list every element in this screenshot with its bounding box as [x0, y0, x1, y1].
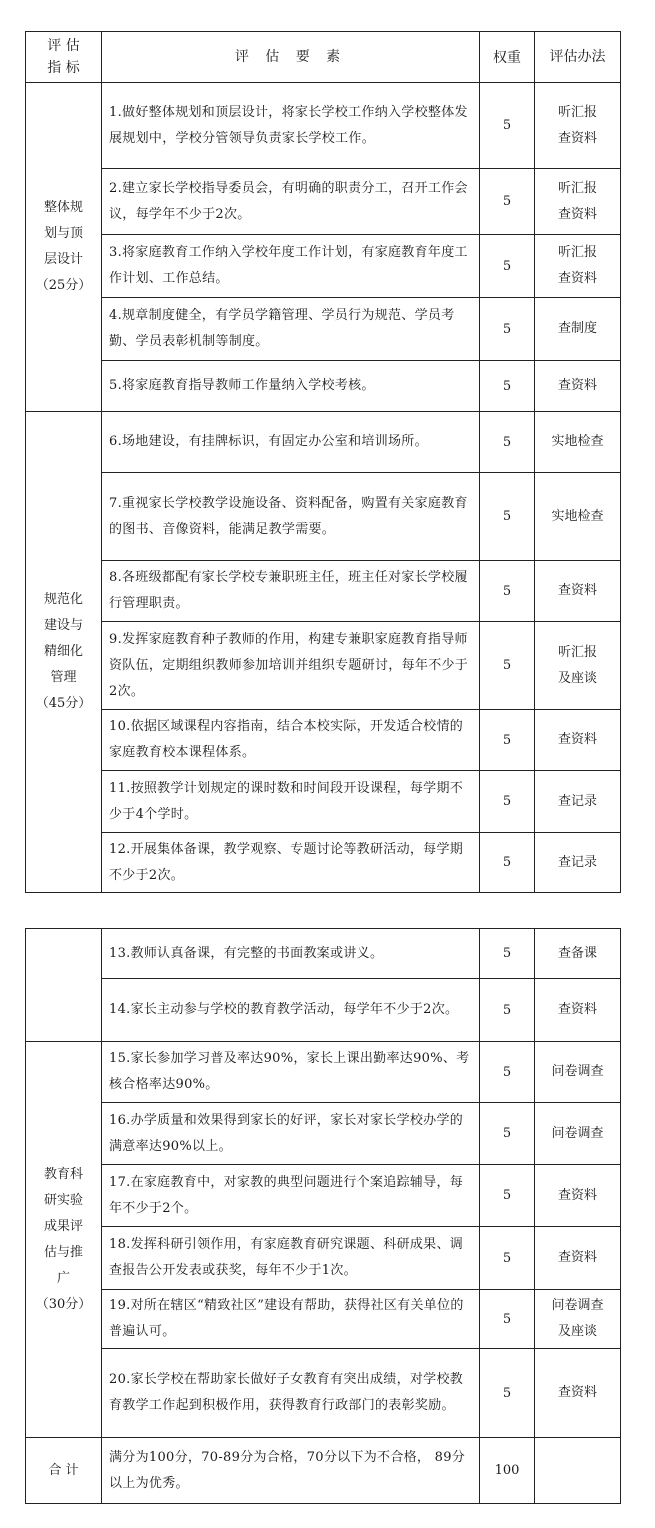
- total-method: [535, 1438, 621, 1504]
- table-row: [26, 979, 621, 1042]
- table-row: [26, 83, 621, 169]
- evaluation-table-part-2: [25, 928, 621, 1504]
- row-text: 17.在家庭教育中，对家教的典型问题进行个案追踪辅导，每年不少于2个。: [102, 1165, 480, 1227]
- row-method: 听汇报 查资料: [535, 169, 621, 235]
- table-header-row: [26, 32, 621, 83]
- row-text: 12.开展集体备课，教学观察、专题讨论等教研活动，每学期不少于2次。: [102, 833, 480, 893]
- row-method: 问卷调查: [535, 1103, 621, 1165]
- row-method: 查资料: [535, 1227, 621, 1290]
- row-method: 查资料: [535, 710, 621, 771]
- row-method: 查记录: [535, 771, 621, 833]
- table-row: [26, 1042, 621, 1103]
- row-text: 5.将家庭教育指导教师工作量纳入学校考核。: [102, 361, 480, 412]
- row-method: 查备课: [535, 929, 621, 979]
- row-weight: 5: [480, 1103, 535, 1165]
- header-indicator: 评 估 指 标: [26, 32, 102, 83]
- row-text: 7.重视家长学校教学设施设备、资料配备，购置有关家庭教育的图书、音像资料，能满足教学需要。: [102, 473, 480, 561]
- row-method: 查记录: [535, 833, 621, 893]
- table-row: [26, 412, 621, 473]
- total-text: 满分为100分，70-89分为合格，70分以下为不合格， 89分以上为优秀。: [102, 1438, 480, 1504]
- row-method: 查资料: [535, 979, 621, 1042]
- row-text: 18.发挥科研引领作用，有家庭教育研究课题、科研成果、调查报告公开发表或获奖，每年不少于1次。: [102, 1227, 480, 1290]
- row-text: 3.将家庭教育工作纳入学校年度工作计划，有家庭教育年度工作计划、工作总结。: [102, 235, 480, 298]
- group-label-research: 教育科 研实验 成果评 估与推 广 （30分）: [26, 1042, 102, 1438]
- row-text: 4.规章制度健全，有学员学籍管理、学员行为规范、学员考勤、学员表彰机制等制度。: [102, 298, 480, 361]
- header-method: 评估办法: [535, 32, 621, 83]
- row-weight: 5: [480, 979, 535, 1042]
- row-text: 2.建立家长学校指导委员会，有明确的职责分工，召开工作会议，每学年不少于2次。: [102, 169, 480, 235]
- row-text: 10.依据区域课程内容指南，结合本校实际，开发适合校情的家庭教育校本课程体系。: [102, 710, 480, 771]
- table-row: [26, 833, 621, 893]
- table-row: [26, 1165, 621, 1227]
- row-text: 14.家长主动参与学校的教育教学活动，每学年不少于2次。: [102, 979, 480, 1042]
- row-method: 听汇报 查资料: [535, 83, 621, 169]
- group-label-continued: [26, 929, 102, 1042]
- table-row: [26, 1227, 621, 1290]
- row-weight: 5: [480, 561, 535, 622]
- row-method: 问卷调查: [535, 1042, 621, 1103]
- row-text: 8.各班级都配有家长学校专兼职班主任，班主任对家长学校履行管理职责。: [102, 561, 480, 622]
- row-method: 查资料: [535, 1165, 621, 1227]
- table-row: [26, 473, 621, 561]
- table-row: [26, 298, 621, 361]
- total-weight: 100: [480, 1438, 535, 1504]
- table-row: [26, 622, 621, 710]
- group-label-standardization: 规范化 建设与 精细化 管理 （45分）: [26, 412, 102, 893]
- row-text: 9.发挥家庭教育种子教师的作用，构建专兼职家庭教育指导师资队伍，定期组织教师参加培训并组织专题研讨，每年不少于2次。: [102, 622, 480, 710]
- table-row: [26, 235, 621, 298]
- row-weight: 5: [480, 169, 535, 235]
- evaluation-table-part-1: [25, 31, 621, 893]
- row-weight: 5: [480, 833, 535, 893]
- row-weight: 5: [480, 1349, 535, 1438]
- header-elements: 评 估 要 素: [102, 32, 480, 83]
- row-method: 听汇报 及座谈: [535, 622, 621, 710]
- row-weight: 5: [480, 622, 535, 710]
- table-row: [26, 169, 621, 235]
- row-method: 实地检查: [535, 473, 621, 561]
- table-row: [26, 361, 621, 412]
- row-weight: 5: [480, 1227, 535, 1290]
- row-weight: 5: [480, 1290, 535, 1349]
- row-method: 查资料: [535, 561, 621, 622]
- row-method: 查资料: [535, 1349, 621, 1438]
- table-row: [26, 710, 621, 771]
- table-row: [26, 1349, 621, 1438]
- row-text: 6.场地建设，有挂牌标识，有固定办公室和培训场所。: [102, 412, 480, 473]
- table-row: [26, 929, 621, 979]
- row-weight: 5: [480, 361, 535, 412]
- row-weight: 5: [480, 412, 535, 473]
- row-weight: 5: [480, 771, 535, 833]
- row-weight: 5: [480, 1042, 535, 1103]
- row-text: 16.办学质量和效果得到家长的好评，家长对家长学校办学的满意率达90%以上。: [102, 1103, 480, 1165]
- row-weight: 5: [480, 473, 535, 561]
- row-method: 问卷调查 及座谈: [535, 1290, 621, 1349]
- row-method: 听汇报 查资料: [535, 235, 621, 298]
- row-weight: 5: [480, 929, 535, 979]
- row-method: 查制度: [535, 298, 621, 361]
- row-weight: 5: [480, 710, 535, 771]
- row-text: 19.对所在辖区“精致社区”建设有帮助，获得社区有关单位的普遍认可。: [102, 1290, 480, 1349]
- row-weight: 5: [480, 298, 535, 361]
- group-label-planning: 整体规 划与顶 层设计 （25分）: [26, 83, 102, 412]
- row-weight: 5: [480, 235, 535, 298]
- header-weight: 权重: [480, 32, 535, 83]
- row-weight: 5: [480, 1165, 535, 1227]
- row-text: 20.家长学校在帮助家长做好子女教育有突出成绩，对学校教育教学工作起到积极作用，获得教育行政部门的表彰奖励。: [102, 1349, 480, 1438]
- row-weight: 5: [480, 83, 535, 169]
- row-text: 1.做好整体规划和顶层设计，将家长学校工作纳入学校整体发展规划中，学校分管领导负责家长学校工作。: [102, 83, 480, 169]
- table-row: [26, 1290, 621, 1349]
- total-row: [26, 1438, 621, 1504]
- row-text: 11.按照教学计划规定的课时数和时间段开设课程，每学期不少于4个学时。: [102, 771, 480, 833]
- row-method: 实地检查: [535, 412, 621, 473]
- table-row: [26, 561, 621, 622]
- row-text: 13.教师认真备课，有完整的书面教案或讲义。: [102, 929, 480, 979]
- row-text: 15.家长参加学习普及率达90%，家长上课出勤率达90%、考核合格率达90%。: [102, 1042, 480, 1103]
- table-row: [26, 1103, 621, 1165]
- table-row: [26, 771, 621, 833]
- row-method: 查资料: [535, 361, 621, 412]
- total-label: 合 计: [26, 1438, 102, 1504]
